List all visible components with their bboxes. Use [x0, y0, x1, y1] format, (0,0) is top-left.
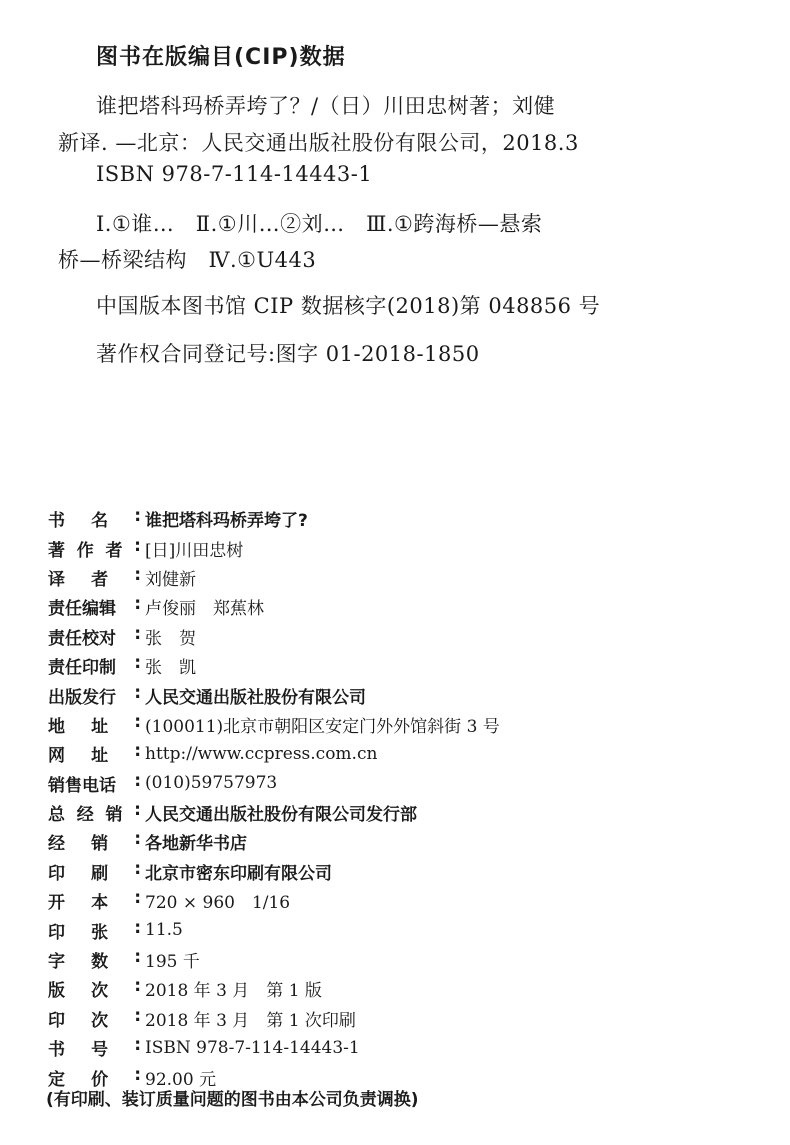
info-key — [48, 741, 143, 766]
info-value: 195 千 — [145, 952, 200, 973]
info-key — [48, 918, 143, 943]
info-row — [48, 886, 768, 915]
info-key — [48, 947, 143, 972]
info-key-char: 著 — [48, 540, 65, 561]
cip-line: 谁把塔科玛桥弄垮了？/（日）川田忠树著；刘健 — [96, 94, 556, 118]
info-key-colon: : — [134, 711, 141, 732]
info-key — [48, 506, 143, 531]
info-key — [48, 712, 143, 737]
info-value: 张 贺 — [145, 628, 196, 649]
info-value: 2018 年 3 月 第 1 版 — [145, 981, 322, 1002]
info-row — [48, 680, 768, 709]
info-key-colon: : — [134, 535, 141, 556]
cip-isbn-line: ISBN 978-7-114-14443-1 — [96, 162, 373, 186]
info-key — [48, 829, 143, 854]
info-row — [48, 857, 768, 886]
info-value: 人民交通出版社股份有限公司 — [145, 687, 366, 708]
info-key-char: 网 — [48, 746, 65, 767]
info-key — [48, 771, 143, 796]
info-value: 刘健新 — [145, 569, 196, 590]
info-key-colon: : — [134, 506, 141, 527]
info-key — [48, 800, 143, 825]
info-key-colon: : — [134, 770, 141, 791]
info-key — [48, 683, 143, 708]
info-key — [48, 1035, 143, 1060]
info-key-colon: : — [134, 623, 141, 644]
info-key-colon: : — [134, 976, 141, 997]
info-key-char: 出版发行 — [48, 687, 116, 708]
info-row — [48, 533, 768, 562]
info-row — [48, 504, 768, 533]
info-key-colon: : — [134, 741, 141, 762]
info-value: 11.5 — [145, 920, 183, 941]
info-key-char: 者 — [91, 569, 109, 590]
info-key — [48, 624, 143, 649]
info-value: 92.00 元 — [145, 1069, 217, 1090]
info-key-colon: : — [134, 594, 141, 615]
info-key-colon: : — [134, 1064, 141, 1085]
info-key-colon: : — [134, 682, 141, 703]
info-key-char: 刷 — [91, 863, 109, 884]
info-value: 北京市密东印刷有限公司 — [145, 863, 332, 884]
info-value: 720 × 960 1/16 — [145, 893, 291, 914]
info-key-colon: : — [134, 829, 141, 850]
info-value: ISBN 978-7-114-14443-1 — [145, 1037, 360, 1058]
info-key-colon: : — [134, 653, 141, 674]
info-row — [48, 651, 768, 680]
info-key-char: 销 — [91, 834, 109, 855]
info-value: http://www.ccpress.com.cn — [145, 743, 378, 764]
info-row — [48, 710, 768, 739]
publication-info-table — [48, 504, 768, 1092]
info-key-char: 总 — [48, 805, 65, 826]
info-key-colon: : — [134, 1035, 141, 1056]
info-key-char: 销 — [105, 805, 123, 826]
cip-classification-line: Ⅰ.①谁… Ⅱ.①川…②刘… Ⅲ.①跨海桥—悬索 — [96, 212, 543, 236]
info-key-char: 张 — [91, 922, 109, 943]
info-row — [48, 974, 768, 1003]
info-key-char: 址 — [91, 746, 109, 767]
info-key — [48, 888, 143, 913]
info-value: 卢俊丽 郑蕉林 — [145, 599, 264, 620]
info-key-char: 作 — [76, 540, 94, 561]
info-key-char: 印 — [48, 1010, 65, 1031]
info-value: 各地新华书店 — [145, 834, 247, 855]
info-key-char: 版 — [48, 981, 65, 1002]
info-key-char: 责任校对 — [48, 628, 116, 649]
info-row — [48, 592, 768, 621]
info-key-char: 定 — [48, 1069, 65, 1090]
copyright-registration: 著作权合同登记号:图字 01-2018-1850 — [96, 342, 480, 366]
info-key-char: 本 — [91, 893, 109, 914]
info-key-char: 译 — [48, 569, 65, 590]
cip-title: 图书在版编目(CIP)数据 — [96, 45, 346, 70]
info-value: 张 凯 — [145, 658, 196, 679]
info-row — [48, 1033, 768, 1062]
info-row — [48, 769, 768, 798]
info-key-char: 字 — [48, 952, 65, 973]
info-key-colon: : — [134, 888, 141, 909]
info-key — [48, 653, 143, 678]
info-key-char: 书 — [48, 1040, 65, 1061]
info-row — [48, 739, 768, 768]
info-key-colon: : — [134, 917, 141, 938]
info-key-char: 号 — [91, 1040, 109, 1061]
info-key-char: 地 — [48, 716, 65, 737]
info-key-colon: : — [134, 858, 141, 879]
info-value: 人民交通出版社股份有限公司发行部 — [145, 805, 417, 826]
info-key — [48, 976, 143, 1001]
info-key-char: 销售电话 — [48, 775, 116, 796]
info-key-char: 印 — [48, 863, 65, 884]
info-row — [48, 915, 768, 944]
info-key — [48, 565, 143, 590]
info-key — [48, 1006, 143, 1031]
info-key-colon: : — [134, 1005, 141, 1026]
info-value: (010)59757973 — [145, 773, 278, 794]
cip-classification-line: 桥—桥梁结构 Ⅳ.①U443 — [58, 248, 317, 272]
info-value: 2018 年 3 月 第 1 次印刷 — [145, 1010, 356, 1031]
info-value: [日]川田忠树 — [145, 540, 244, 561]
info-key-char: 次 — [91, 981, 109, 1002]
info-key-char: 书 — [48, 511, 65, 532]
info-key-colon: : — [134, 947, 141, 968]
info-value: 谁把塔科玛桥弄垮了? — [145, 511, 308, 532]
info-key — [48, 859, 143, 884]
info-row — [48, 1004, 768, 1033]
info-key — [48, 536, 143, 561]
info-key-char: 经 — [48, 834, 65, 855]
info-key-char: 责任印制 — [48, 658, 116, 679]
info-key-char: 责任编辑 — [48, 599, 116, 620]
info-key-colon: : — [134, 564, 141, 585]
info-key-char: 者 — [105, 540, 123, 561]
cip-line: 新译. —北京：人民交通出版社股份有限公司，2018.3 — [58, 131, 579, 155]
info-key-char: 名 — [91, 511, 109, 532]
info-key-char: 经 — [76, 805, 94, 826]
cip-record-number: 中国版本图书馆 CIP 数据核字(2018)第 048856 号 — [96, 294, 601, 318]
quality-note: (有印刷、装订质量问题的图书由本公司负责调换) — [46, 1090, 419, 1110]
info-key-char: 开 — [48, 893, 65, 914]
info-key-colon: : — [134, 800, 141, 821]
info-key-char: 印 — [48, 922, 65, 943]
info-row — [48, 798, 768, 827]
info-key-char: 址 — [91, 716, 109, 737]
info-key-char: 次 — [91, 1010, 109, 1031]
info-row — [48, 827, 768, 856]
info-key — [48, 594, 143, 619]
info-key-char: 价 — [91, 1069, 109, 1090]
info-row — [48, 622, 768, 651]
info-row — [48, 563, 768, 592]
info-row — [48, 945, 768, 974]
info-key-char: 数 — [91, 952, 109, 973]
info-value: (100011)北京市朝阳区安定门外外馆斜街 3 号 — [145, 716, 500, 737]
